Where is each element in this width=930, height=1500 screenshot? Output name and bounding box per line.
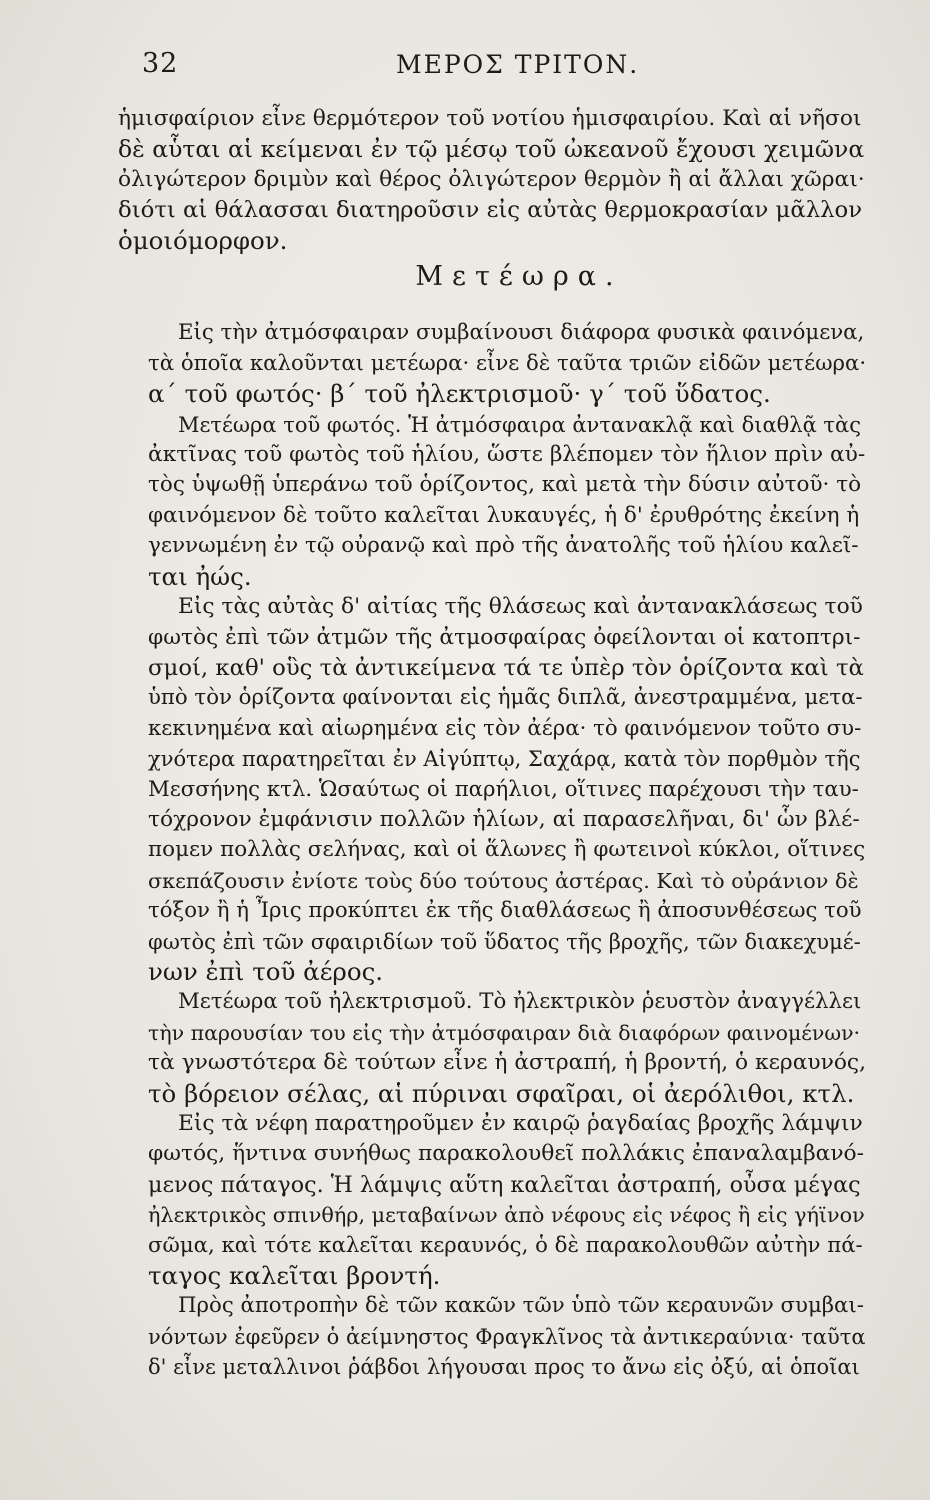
text-line: τὴν παρουσίαν του εἰς τὴν ἀτμόσφαιραν διὰ διαφόρων φαινομένων·: [148, 1020, 861, 1045]
paragraph-lightning: [118, 1109, 866, 1291]
text-line: φαινόμενον δὲ τοῦτο καλεῖται λυκαυγές, ἡ δ' ἐρυθρότης ἐκείνη ἡ: [148, 502, 860, 528]
text-line: χνότερα παρατηρεῖται ἐν Αἰγύπτῳ, Σαχάρᾳ, κατὰ τὸν πορθμὸν τῆς: [148, 747, 861, 772]
text-line: Μεσσήνης κτλ. Ὡσαύτως οἱ παρήλιοι, οἵτινες παρέχουσι τὴν ταυ-: [148, 776, 859, 802]
text-line: ται ἠώς.: [148, 561, 252, 591]
text-line: Πρὸς ἀποτροπὴν δὲ τῶν κακῶν τῶν ὑπὸ τῶν κεραυνῶν συμβαι-: [178, 1293, 864, 1319]
text-line: τὰ γνωστότερα δὲ τούτων εἶνε ἡ ἀστραπή, ἡ βροντή, ὁ κεραυνός,: [148, 1050, 867, 1076]
text-line: διότι αἱ θάλασσαι διατηροῦσιν εἰς αὐτὰς θερμοκρασίαν μᾶλλον: [118, 197, 863, 224]
text-line: σκεπάζουσιν ἐνίοτε τοὺς δύο τούτους ἀστέρας. Καὶ τὸ οὐράνιον δὲ: [148, 868, 859, 893]
page-number: 32: [142, 48, 179, 79]
paragraph-meteora-intro: [118, 318, 866, 409]
text-line: Εἰς τὴν ἀτμόσφαιραν συμβαίνουσι διάφορα φυσικὰ φαινόμενα,: [178, 320, 865, 346]
paragraph-light-meteors: [118, 410, 866, 592]
text-line: πομεν πολλὰς σελήνας, καὶ οἱ ἅλωνες ἢ φωτεινοὶ κύκλοι, οἵτινες: [148, 837, 866, 863]
paragraph-lightning-rods: [118, 1291, 866, 1382]
text-line: Εἰς τὰ νέφη παρατηροῦμεν ἐν καιρῷ ῥαγδαίας βροχῆς λάμψιν: [178, 1111, 863, 1136]
text-line: ἀκτῖνας τοῦ φωτὸς τοῦ ἡλίου, ὥστε βλέπομεν τὸν ἥλιον πρὶν αὐ-: [148, 442, 866, 468]
text-line: σμοί, καθ' οὓς τὰ ἀντικείμενα τά τε ὑπὲρ τὸν ὁρίζοντα καὶ τὰ: [148, 654, 864, 681]
text-line: δὲ αὗται αἱ κείμεναι ἐν τῷ μέσῳ τοῦ ὠκεανοῦ ἔχουσι χειμῶνα: [118, 135, 865, 164]
text-line: κεκινημένα καὶ αἰωρημένα εἰς τὸν ἀέρα· τὸ φαινόμενον τοῦτο συ-: [148, 715, 862, 741]
paragraph-mirages: [118, 592, 866, 987]
text-line: νόντων ἐφεῦρεν ὁ ἀείμνηστος Φραγκλῖνος τὰ ἀντικεραύνια· ταῦτα: [148, 1324, 866, 1349]
text-line: α΄ τοῦ φωτός· β΄ τοῦ ἠλεκτρισμοῦ· γ΄ τοῦ ὕδατος.: [148, 379, 771, 409]
text-line: Μετέωρα τοῦ ἠλεκτρισμοῦ. Τὸ ἠλεκτρικὸν ῥευστὸν ἀναγγέλλει: [178, 989, 862, 1015]
text-line: ὑπὸ τὸν ὁρίζοντα φαίνονται εἰς ἡμᾶς διπλᾶ, ἀνεστραμμένα, μετα-: [148, 685, 863, 711]
text-line: φωτὸς ἐπὶ τῶν ἀτμῶν τῆς ἀτμοσφαίρας ὀφείλονται οἱ κατοπτρι-: [148, 624, 861, 650]
text-line: ταγος καλεῖται βροντή.: [148, 1261, 441, 1291]
text-line: μενος πάταγος. Ἡ λάμψις αὕτη καλεῖται ἀστραπή, οὖσα μέγας: [148, 1171, 861, 1198]
text-line: σῶμα, καὶ τότε καλεῖται κεραυνός, ὁ δὲ παρακολουθῶν αὐτὴν πά-: [148, 1232, 863, 1258]
text-line: Εἰς τὰς αὐτὰς δ' αἰτίας τῆς θλάσεως καὶ ἀντανακλάσεως τοῦ: [178, 594, 863, 620]
text-line: τόξον ἢ ἡ Ἶρις προκύπτει ἐκ τῆς διαθλάσεως ἢ ἀποσυνθέσεως τοῦ: [148, 898, 862, 924]
text-line: νων ἐπὶ τοῦ ἀέρος.: [148, 956, 384, 986]
text-line: ὁμοιόμορφον.: [118, 225, 288, 255]
text-line: φωτός, ἥντινα συνήθως παρακολουθεῖ πολλάκις ἐπαναλαμβανό-: [148, 1141, 864, 1167]
text-line: τὸς ὑψωθῇ ὑπεράνω τοῦ ὁρίζοντος, καὶ μετὰ τὴν δύσιν αὐτοῦ· τὸ: [148, 472, 862, 498]
running-title: ΜΕΡΟΣ ΤΡΙΤΟΝ.: [396, 50, 640, 79]
text-line: τόχρονον ἐμφάνισιν πολλῶν ἡλίων, αἱ παρασελῆναι, δι' ὧν βλέ-: [148, 806, 860, 832]
text-line: Μετέωρα τοῦ φωτός. Ἡ ἀτμόσφαιρα ἀντανακλᾷ καὶ διαθλᾷ τὰς: [178, 412, 861, 437]
text-line: δ' εἶνε μεταλλινοι ῥάβδοι λήγουσαι προς το ἄνω εἰς ὀξύ, αἱ ὁποῖαι: [148, 1355, 860, 1380]
text-line: ἡμισφαίριον εἶνε θερμότερον τοῦ νοτίου ἡμισφαιρίου. Καὶ αἱ νῆσοι: [118, 106, 862, 131]
text-line: τὰ ὁποῖα καλοῦνται μετέωρα· εἶνε δὲ ταῦτα τριῶν εἰδῶν μετέωρα·: [148, 350, 867, 376]
intro-paragraph: [118, 104, 866, 256]
text-line: γεννωμένη ἐν τῷ οὐρανῷ καὶ πρὸ τῆς ἀνατολῆς τοῦ ἡλίου καλεῖ-: [148, 533, 859, 559]
section-heading: Μετέωρα.: [415, 261, 623, 293]
text-line: ἠλεκτρικὸς σπινθήρ, μεταβαίνων ἀπὸ νέφους εἰς νέφος ἢ εἰς γήϊνον: [148, 1203, 865, 1228]
page-body: [118, 104, 866, 1383]
text-line: τὸ βόρειον σέλας, αἱ πύριναι σφαῖραι, οἱ ἀερόλιθοι, κτλ.: [148, 1078, 855, 1108]
text-line: ὀλιγώτερον δριμὺν καὶ θέρος ὀλιγώτερον θερμὸν ἢ αἱ ἄλλαι χῶραι·: [118, 166, 865, 192]
text-line: φωτὸς ἐπὶ τῶν σφαιριδίων τοῦ ὕδατος τῆς βροχῆς, τῶν διακεχυμέ-: [148, 929, 861, 954]
page-header: [0, 48, 930, 88]
paragraph-electric-meteors: [118, 987, 866, 1109]
